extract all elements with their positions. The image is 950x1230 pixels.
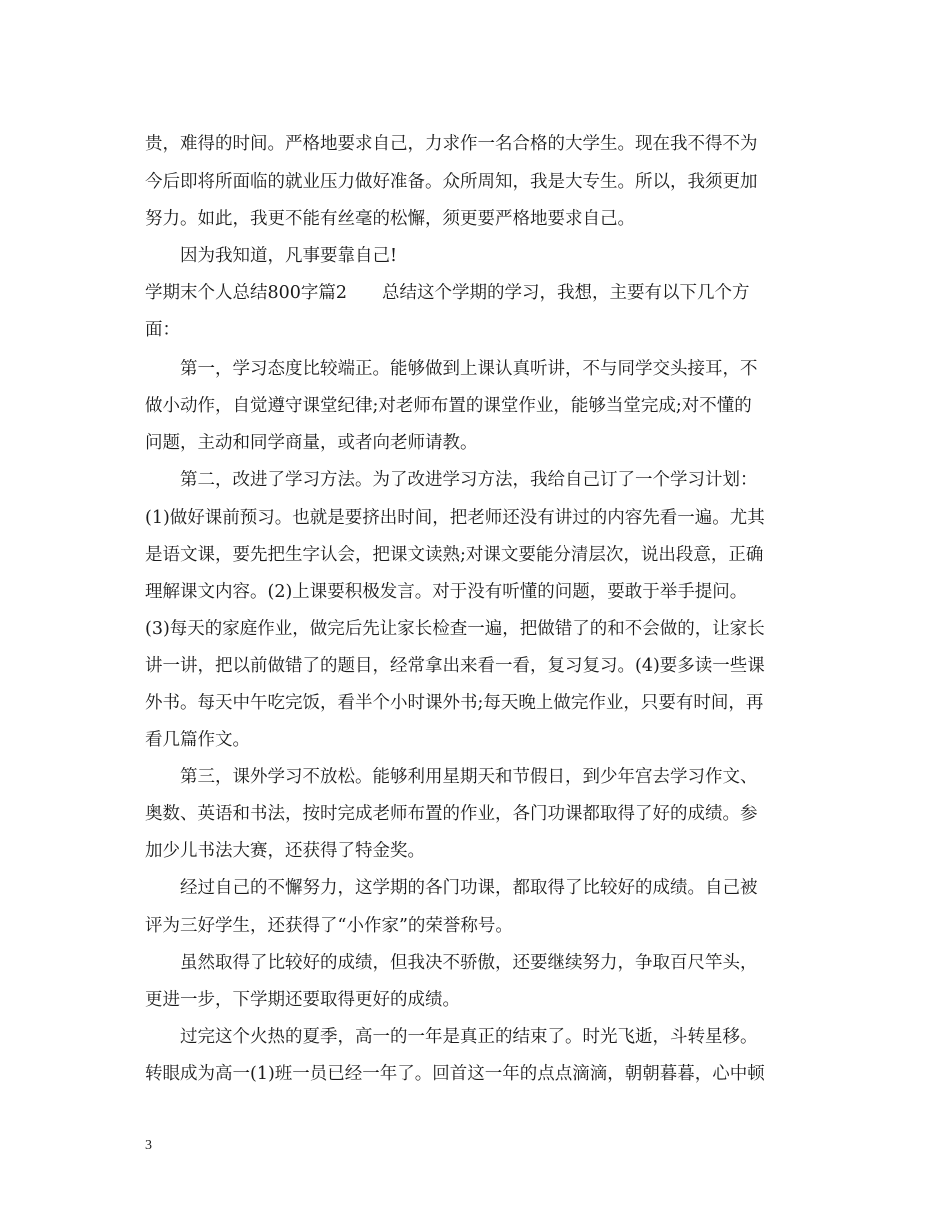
text-line: 加少儿书法大赛，还获得了特金奖。	[145, 841, 425, 861]
text-line: 评为三好学生，还获得了“小作家”的荣誉称号。	[145, 916, 513, 936]
text-line: 第一，学习态度比较端正。能够做到上课认真听讲，不与同学交头接耳，不	[180, 359, 758, 379]
text-line: 转眼成为高一(1)班一员已经一年了。回首这一年的点点滴滴，朝朝暮暮，心中顿	[145, 1064, 765, 1084]
text-line: 今后即将所面临的就业压力做好准备。众所周知，我是大专生。所以，我须更加	[145, 172, 758, 192]
text-line: 因为我知道，凡事要靠自己!	[180, 246, 398, 266]
text-line: 讲一讲，把以前做错了的题目，经常拿出来看一看，复习复习。(4)要多读一些课	[145, 656, 765, 676]
page-number: 3	[145, 1138, 152, 1153]
text-line: 虽然取得了比较好的成绩，但我决不骄傲，还要继续努力，争取百尺竿头，	[180, 953, 758, 973]
text-line: 外书。每天中午吃完饭，看半个小时课外书;每天晚上做完作业，只要有时间，再	[145, 693, 764, 713]
text-line: (3)每天的家庭作业，做完后先让家长检查一遍，把做错了的和不会做的，让家长	[145, 619, 765, 639]
text-line: 看几篇作文。	[145, 730, 250, 750]
text-line: 问题，主动和同学商量，或者向老师请教。	[145, 433, 478, 453]
text-line: 经过自己的不懈努力，这学期的各门功课，都取得了比较好的成绩。自己被	[180, 878, 758, 898]
text-line: 理解课文内容。(2)上课要积极发言。对于没有听懂的问题，要敢于举手提问。	[145, 582, 748, 602]
text-line: 做小动作，自觉遵守课堂纪律;对老师布置的课堂作业，能够当堂完成;对不懂的	[145, 396, 752, 416]
text-line: 面：	[145, 320, 180, 340]
section-heading: 学期末个人总结800字篇2 总结这个学期的学习，我想，主要有以下几个方	[145, 283, 750, 303]
text-line: 第三，课外学习不放松。能够利用星期天和节假日，到少年宫去学习作文、	[180, 767, 758, 787]
text-line: 贵，难得的时间。严格地要求自己，力求作一名合格的大学生。现在我不得不为	[145, 134, 758, 154]
text-line: 过完这个火热的夏季，高一的一年是真正的结束了。时光飞逝，斗转星移。	[180, 1027, 758, 1047]
text-line: 努力。如此，我更不能有丝毫的松懈，须更要严格地要求自己。	[145, 209, 635, 229]
text-line: 是语文课，要先把生字认会，把课文读熟;对课文要能分清层次，说出段意，正确	[145, 545, 764, 565]
text-line: 更进一步，下学期还要取得更好的成绩。	[145, 990, 460, 1010]
text-line: 奥数、英语和书法，按时完成老师布置的作业，各门功课都取得了好的成绩。参	[145, 804, 758, 824]
text-line: 第二，改进了学习方法。为了改进学习方法，我给自己订了一个学习计划：	[180, 470, 758, 490]
text-line: (1)做好课前预习。也就是要挤出时间，把老师还没有讲过的内容先看一遍。尤其	[145, 508, 765, 528]
